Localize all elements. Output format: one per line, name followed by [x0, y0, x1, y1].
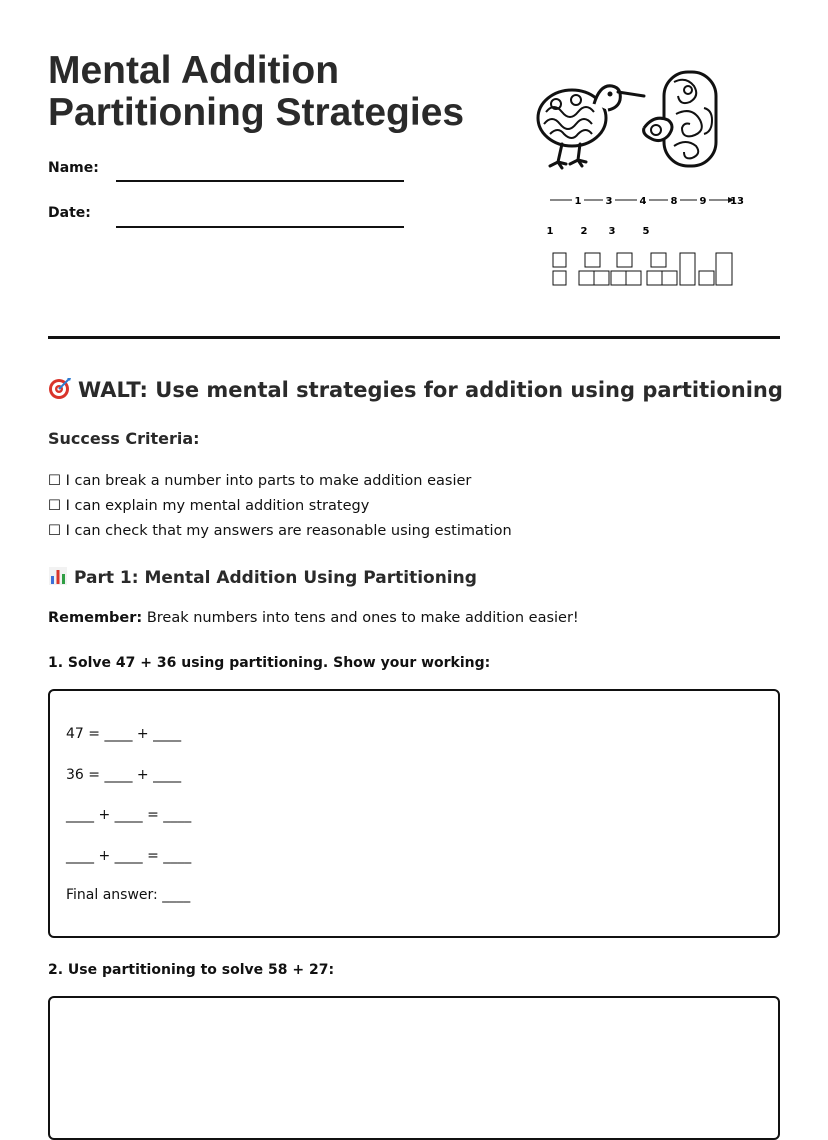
working-line: ____ + ____ = ____	[66, 807, 192, 823]
place-value-blocks	[550, 250, 766, 288]
number-line-label: 3	[605, 196, 613, 207]
working-line: 47 = ____ + ____	[66, 726, 182, 742]
number-line-label: 13	[730, 196, 744, 207]
criteria-item[interactable]: ☐ I can break a number into parts to make addition easier	[48, 473, 472, 489]
question-2: 2. Use partitioning to solve 58 + 27:	[48, 962, 335, 978]
bar-chart-icon	[48, 566, 68, 586]
remember-text: Break numbers into tens and ones to make addition easier!	[146, 610, 579, 626]
number-line	[548, 192, 748, 208]
row-number: 5	[642, 226, 650, 237]
working-line: 36 = ____ + ____	[66, 767, 182, 783]
remember-label: Remember:	[48, 610, 143, 626]
row-number: 2	[580, 226, 588, 237]
number-line-label: 1	[574, 196, 582, 207]
criteria-item[interactable]: ☐ I can check that my answers are reasonable using estimation	[48, 523, 512, 539]
kiwi-koru-illustration	[532, 68, 722, 178]
date-field[interactable]	[116, 226, 404, 228]
number-line-label: 4	[639, 196, 647, 207]
number-line-label: 8	[670, 196, 678, 207]
number-line-label: 9	[699, 196, 707, 207]
date-label: Date:	[48, 205, 91, 221]
question-1: 1. Solve 47 + 36 using partitioning. Show your working:	[48, 655, 491, 671]
success-criteria-title: Success Criteria:	[48, 429, 200, 448]
walt-text: WALT: Use mental strategies for addition using partitioning	[78, 378, 783, 402]
row-numbers	[544, 222, 664, 238]
page-title	[48, 50, 464, 134]
title-line-2: Partitioning Strategies	[48, 91, 465, 134]
title-line-1: Mental Addition	[48, 49, 340, 92]
row-number: 1	[546, 226, 554, 237]
part1-title: Part 1: Mental Addition Using Partitioning	[74, 568, 477, 588]
working-line: ____ + ____ = ____	[66, 848, 192, 864]
section-divider	[48, 336, 780, 339]
part1-heading	[48, 566, 477, 588]
remember-note	[48, 610, 579, 626]
name-label: Name:	[48, 160, 99, 176]
name-field[interactable]	[116, 180, 404, 182]
q1-working-box[interactable]	[48, 689, 780, 938]
kiwi-bird-icon	[538, 86, 644, 168]
q2-working-box[interactable]	[48, 996, 780, 1140]
criteria-item[interactable]: ☐ I can explain my mental addition strategy	[48, 498, 370, 514]
row-number: 3	[608, 226, 616, 237]
walt-heading	[48, 376, 783, 402]
koru-carving-icon	[644, 72, 716, 166]
final-answer-line: Final answer: ____	[66, 887, 191, 903]
target-icon	[48, 376, 72, 400]
